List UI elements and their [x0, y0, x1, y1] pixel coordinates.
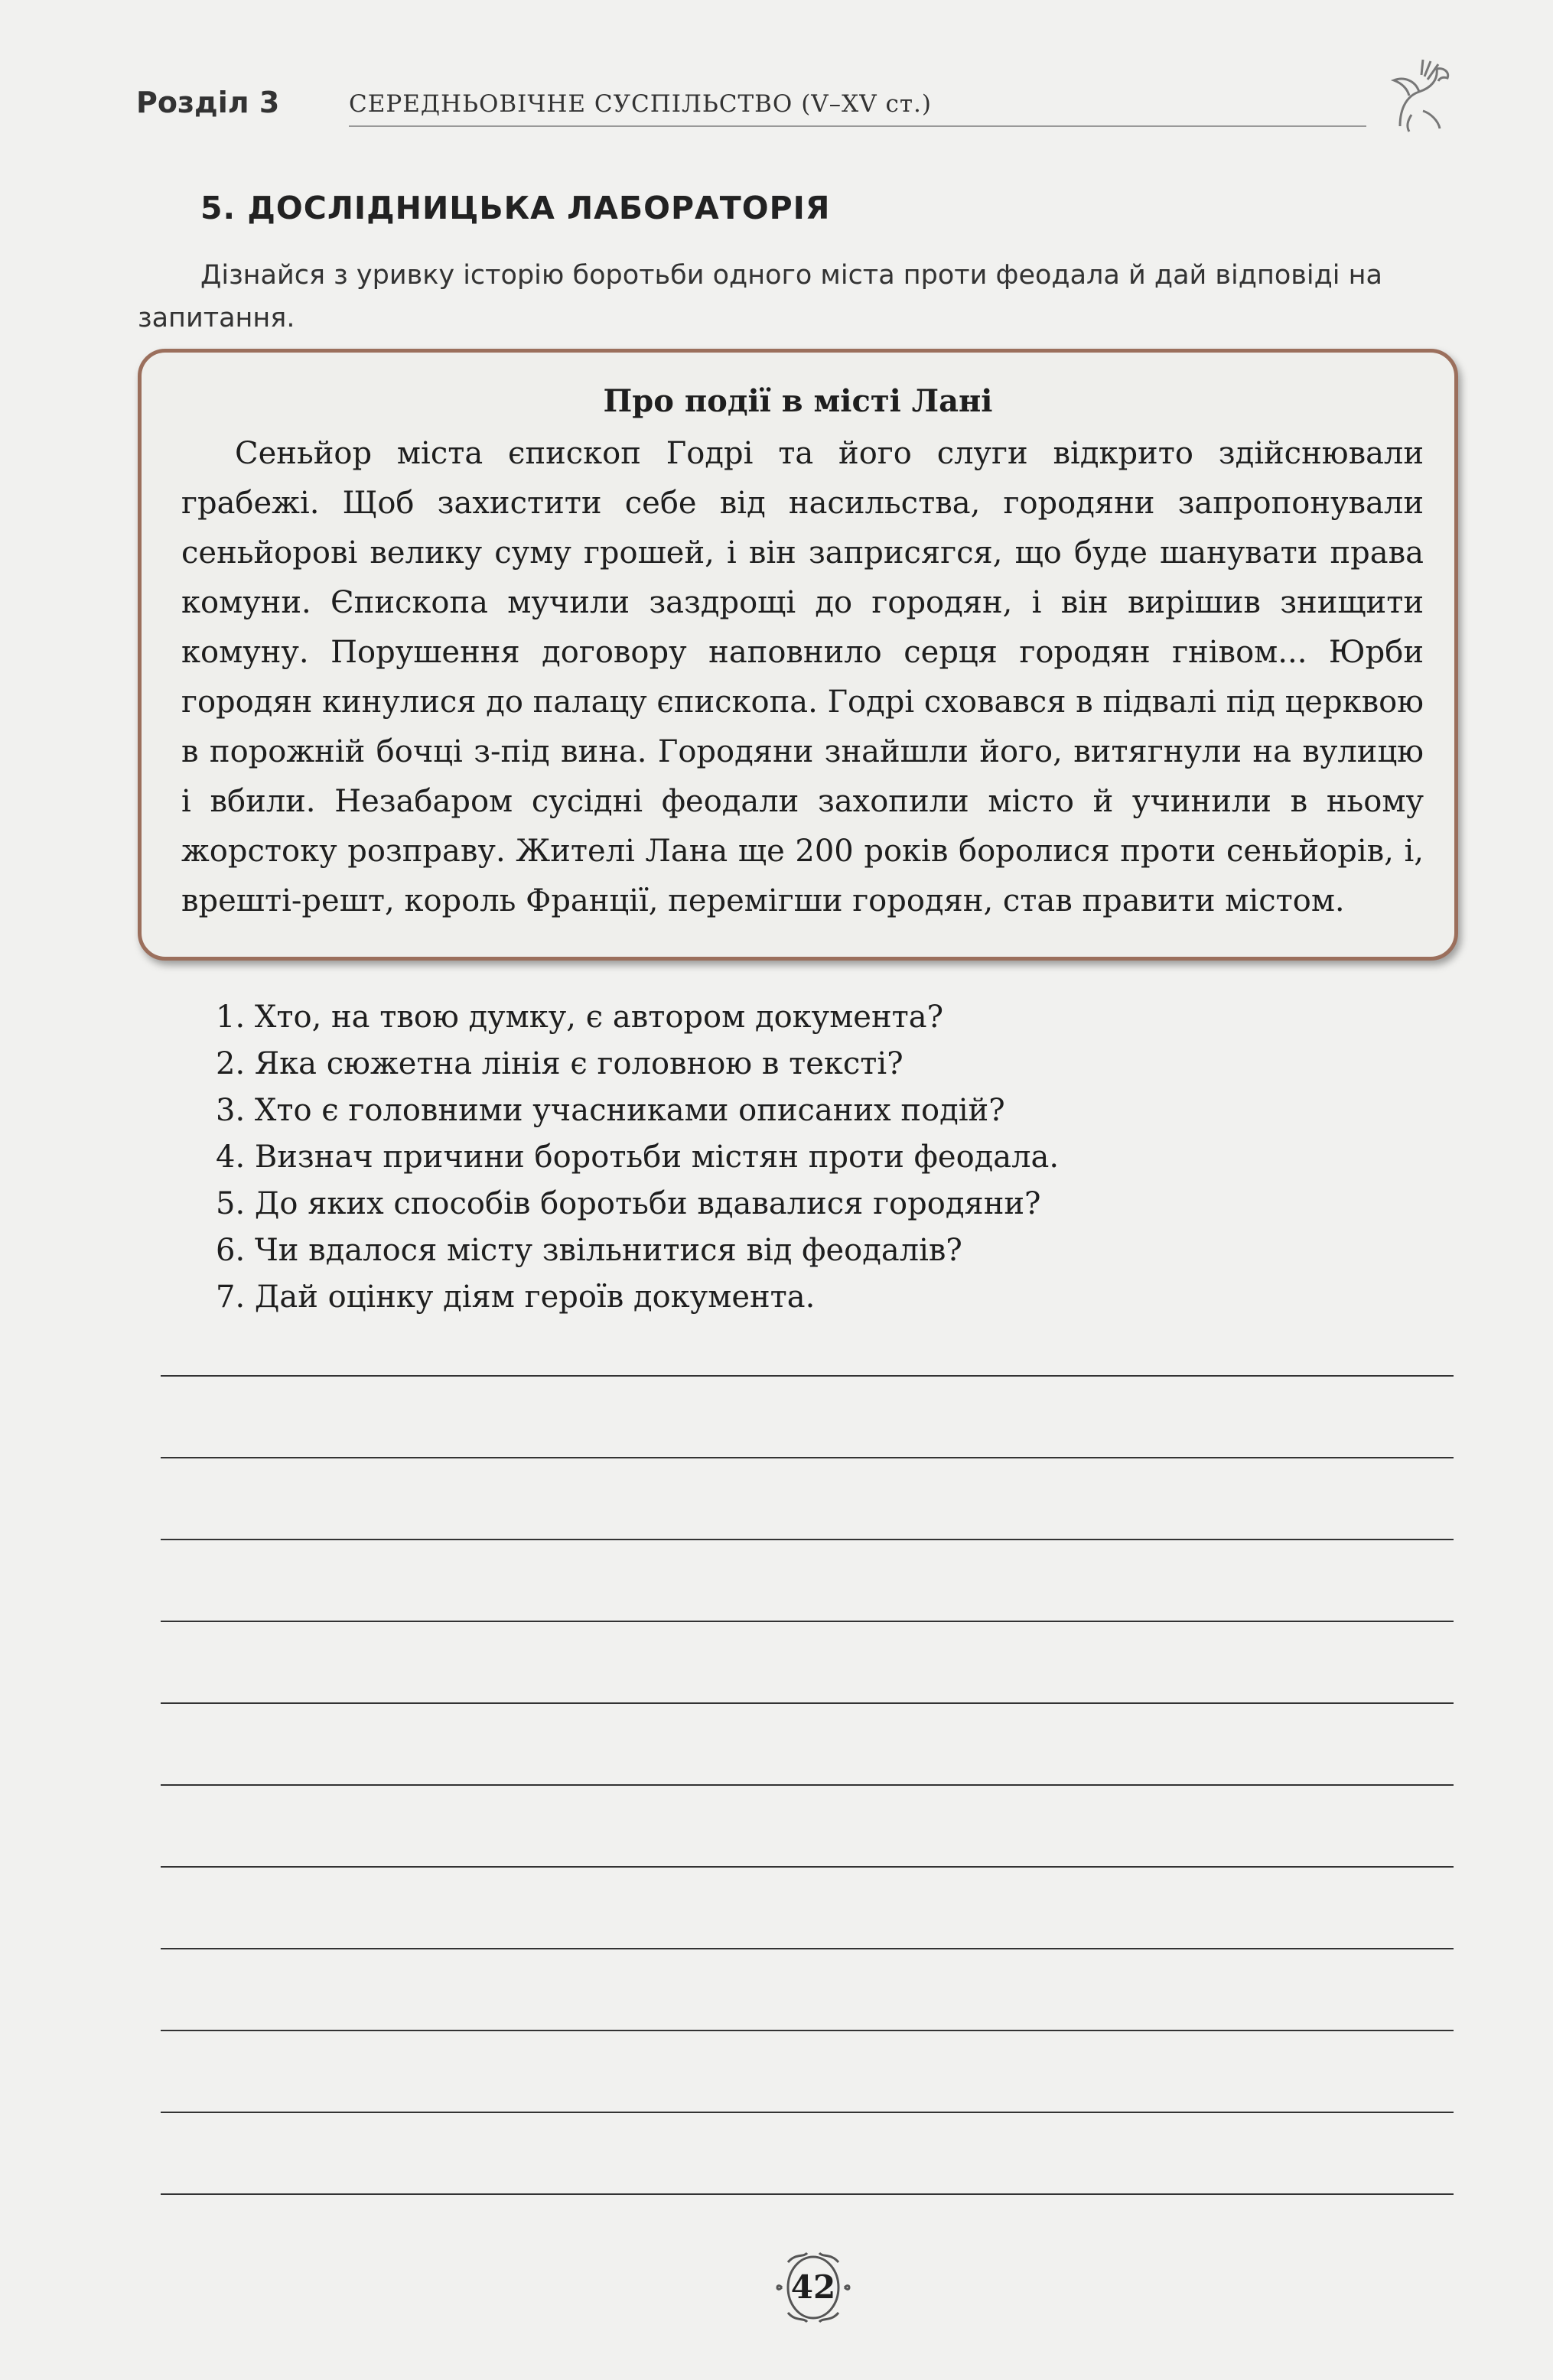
questions-list	[216, 994, 1059, 1321]
question-item: 5. До яких способів боротьби вдавалися городяни?	[216, 1186, 1041, 1221]
task-instructions: Дізнайся з уривку історію боротьби одного міста проти феодала й дай відповіді на запитання.	[138, 260, 1382, 333]
question-item: 3. Хто є головними учасниками описаних подій?	[216, 1093, 1005, 1128]
answer-line[interactable]	[161, 1457, 1454, 1458]
question-item: 6. Чи вдалося місту звільнитися від феодалів?	[216, 1233, 962, 1268]
answer-line[interactable]	[161, 1621, 1454, 1622]
answer-line[interactable]	[161, 1866, 1454, 1868]
source-title: Про події в місті Лані	[603, 383, 993, 419]
answer-line[interactable]	[161, 1539, 1454, 1540]
question-item: 2. Яка сюжетна лінія є головною в тексті?	[216, 1046, 903, 1081]
griffin-emblem-icon	[1377, 54, 1461, 138]
chapter-label: Розділ 3	[136, 86, 280, 119]
answer-line[interactable]	[161, 1784, 1454, 1786]
answer-line[interactable]	[161, 1375, 1454, 1377]
source-excerpt-box	[138, 349, 1458, 961]
answer-line[interactable]	[161, 2112, 1454, 2113]
answer-area[interactable]	[161, 1375, 1454, 2275]
chapter-title: СЕРЕДНЬОВІЧНЕ СУСПІЛЬСТВО (V–XV ст.)	[349, 90, 932, 118]
page-number-badge	[773, 2247, 854, 2328]
answer-line[interactable]	[161, 2193, 1454, 2195]
answer-line[interactable]	[161, 2030, 1454, 2031]
question-item: 7. Дай оцінку діям героїв документа.	[216, 1279, 816, 1315]
page-number: 42	[790, 2268, 836, 2306]
question-item: 4. Визнач причини боротьби містян проти феодала.	[216, 1140, 1060, 1175]
question-item: 1. Хто, на твою думку, є автором документа?	[216, 1000, 944, 1035]
answer-line[interactable]	[161, 1702, 1454, 1704]
section-title: 5. ДОСЛІДНИЦЬКА ЛАБОРАТОРІЯ	[200, 190, 831, 226]
source-text: Сеньйор міста єпископ Годрі та його слуги відкрито здійснювали грабежі. Щоб захистити себе від насильства, городяни запропонували сеньйорові велику суму грошей, і він заприсягся, що буде шанувати права комуни. Єпископа мучили заздрощі до городян, і він вирішив знищити комуну. Порушення договору наповнило серця городян гнівом... Юрби городян кинулися до палацу єпископа. Годрі сховався в підвалі під церквою в порожній бочці з-під вина. Городяни знайшли його, витягнули на вулицю і вбили. Незабаром сусідні феодали захопили місто й учинили в ньому жорстоку розправу. Жителі Лана ще 200 років боролися проти сеньйорів, і, врешті-решт, король Франції, перемігши городян, став правити містом.	[181, 436, 1424, 919]
answer-line[interactable]	[161, 1948, 1454, 1949]
header-divider	[349, 125, 1366, 127]
